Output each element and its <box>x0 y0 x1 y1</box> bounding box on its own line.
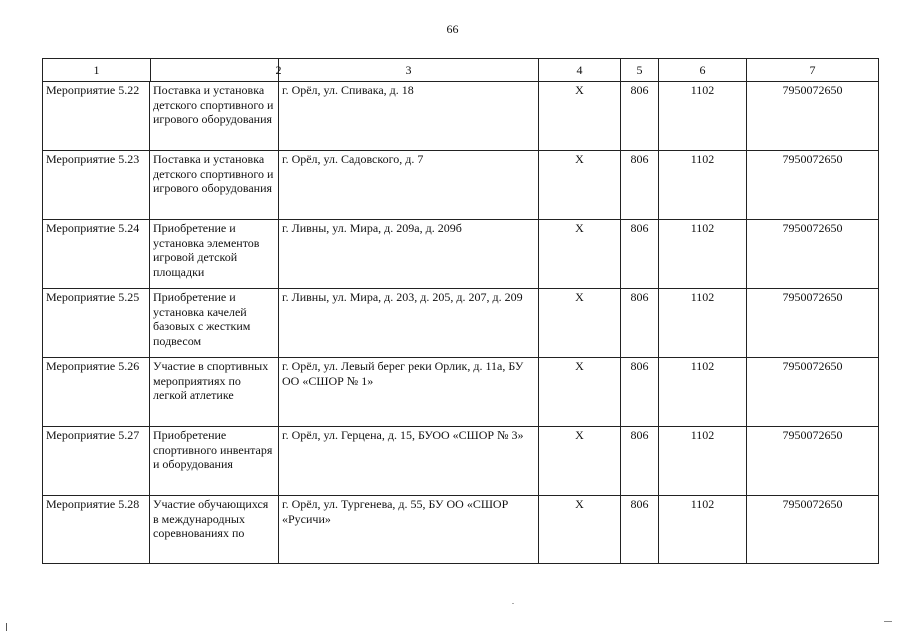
col4-cell: 806 <box>621 289 659 358</box>
col3-cell: Х <box>539 289 621 358</box>
event-cell: Мероприятие 5.27 <box>43 427 150 496</box>
col3-cell: Х <box>539 496 621 564</box>
col6-cell: 7950072650 <box>747 496 879 564</box>
header-col-1 <box>43 59 282 82</box>
address-cell: г. Ливны, ул. Мира, д. 203, д. 205, д. 207, д. 209 <box>279 289 539 358</box>
col4-cell: 806 <box>621 427 659 496</box>
col4-cell: 806 <box>621 496 659 564</box>
event-cell: Мероприятие 5.28 <box>43 496 150 564</box>
col3-cell: Х <box>539 151 621 220</box>
event-cell: Мероприятие 5.24 <box>43 220 150 289</box>
event-cell: Мероприятие 5.25 <box>43 289 150 358</box>
col4-cell: 806 <box>621 358 659 427</box>
table-row <box>43 427 879 496</box>
event-cell: Мероприятие 5.23 <box>43 151 150 220</box>
table-row <box>43 496 879 564</box>
col5-cell: 1102 <box>659 82 747 151</box>
address-cell: г. Орёл, ул. Левый берег реки Орлик, д. 11а, БУ ОО «СШОР № 1» <box>279 358 539 427</box>
col6-cell: 7950072650 <box>747 358 879 427</box>
col5-cell: 1102 <box>659 151 747 220</box>
description-cell: Поставка и установка детского спортивного и игрового оборудования <box>150 82 279 151</box>
table-header-row <box>43 59 879 82</box>
scan-artifact-mark <box>884 621 892 622</box>
address-cell: г. Орёл, ул. Садовского, д. 7 <box>279 151 539 220</box>
budget-table <box>42 58 879 564</box>
header-col-6: 6 <box>659 59 747 82</box>
col3-cell: Х <box>539 427 621 496</box>
header-col-1-label: 1 <box>43 59 151 81</box>
table-row <box>43 289 879 358</box>
col5-cell: 1102 <box>659 496 747 564</box>
col4-cell: 806 <box>621 220 659 289</box>
table-row <box>43 151 879 220</box>
col5-cell: 1102 <box>659 289 747 358</box>
col5-cell: 1102 <box>659 220 747 289</box>
col6-cell: 7950072650 <box>747 82 879 151</box>
table-row <box>43 358 879 427</box>
description-cell: Приобретение и установка качелей базовых с жестким подвесом <box>150 289 279 358</box>
col5-cell: 1102 <box>659 358 747 427</box>
event-cell: Мероприятие 5.22 <box>43 82 150 151</box>
address-cell: г. Орёл, ул. Тургенева, д. 55, БУ ОО «СШОР «Русичи» <box>279 496 539 564</box>
header-col-4: 4 <box>539 59 621 82</box>
description-cell: Участие обучающихся в международных соревнованиях по <box>150 496 279 564</box>
description-cell: Приобретение и установка элементов игровой детской площадки <box>150 220 279 289</box>
scan-artifact-dot <box>512 603 514 604</box>
description-cell: Поставка и установка детского спортивного и игрового оборудования <box>150 151 279 220</box>
col3-cell: Х <box>539 220 621 289</box>
col3-cell: Х <box>539 358 621 427</box>
col4-cell: 806 <box>621 82 659 151</box>
col6-cell: 7950072650 <box>747 220 879 289</box>
header-col-3: 3 <box>279 59 539 82</box>
address-cell: г. Орёл, ул. Спивака, д. 18 <box>279 82 539 151</box>
col6-cell: 7950072650 <box>747 427 879 496</box>
event-cell: Мероприятие 5.26 <box>43 358 150 427</box>
col6-cell: 7950072650 <box>747 289 879 358</box>
table-row <box>43 82 879 151</box>
col6-cell: 7950072650 <box>747 151 879 220</box>
address-cell: г. Ливны, ул. Мира, д. 209а, д. 209б <box>279 220 539 289</box>
col3-cell: Х <box>539 82 621 151</box>
description-cell: Участие в спортивных мероприятиях по легкой атлетике <box>150 358 279 427</box>
table-row <box>43 220 879 289</box>
page-number: 66 <box>446 22 459 36</box>
col4-cell: 806 <box>621 151 659 220</box>
address-cell: г. Орёл, ул. Герцена, д. 15, БУОО «СШОР № 3» <box>279 427 539 496</box>
scan-artifact-mark <box>6 623 7 631</box>
header-col-7: 7 <box>747 59 879 82</box>
description-cell: Приобретение спортивного инвентаря и оборудования <box>150 427 279 496</box>
col5-cell: 1102 <box>659 427 747 496</box>
header-col-5: 5 <box>621 59 659 82</box>
header-col-2-label: 2 <box>275 62 282 77</box>
